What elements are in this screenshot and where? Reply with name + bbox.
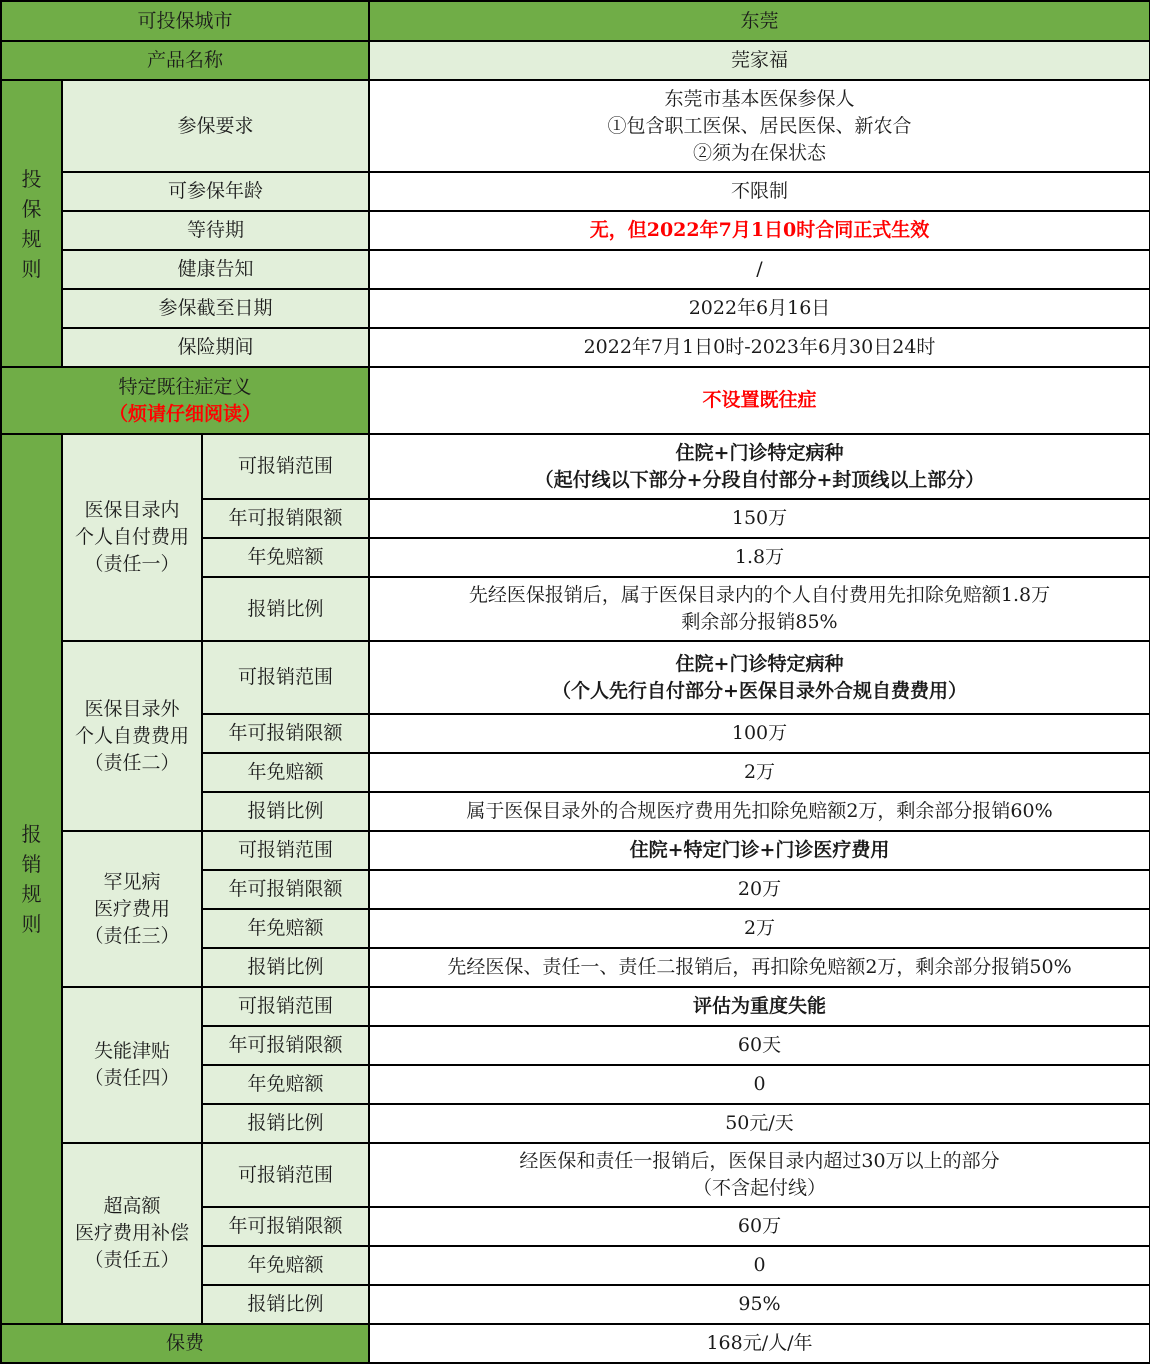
limit-label: 年可报销限额 [202,714,369,753]
preexisting-row [1,367,1150,434]
limit-value: 60万 [369,1207,1150,1246]
deductible-label: 年免赔额 [202,538,369,577]
premium-row [1,1324,1150,1363]
city-row [1,1,1150,41]
liability-3-scope-row [1,831,1150,870]
deductible-label: 年免赔额 [202,1246,369,1285]
ratio-value: 先经医保、责任一、责任二报销后，再扣除免赔额2万，剩余部分报销50% [369,948,1150,987]
limit-label: 年可报销限额 [202,1207,369,1246]
enroll-value: 2022年6月16日 [369,289,1150,328]
enroll-label: 参保截至日期 [62,289,369,328]
product-label: 产品名称 [1,41,369,80]
premium-value: 168元/人/年 [369,1324,1150,1363]
preexisting-value: 不设置既往症 [369,367,1150,434]
liability-4-scope-row [1,987,1150,1026]
enroll-row-requirement [1,80,1150,172]
limit-label: 年可报销限额 [202,870,369,909]
deductible-value: 0 [369,1065,1150,1104]
enroll-row-waiting-period [1,211,1150,250]
scope-value: 住院+门诊特定病种 （起付线以下部分+分段自付部分+封顶线以上部分） [369,434,1150,499]
enroll-value: 2022年7月1日0时-2023年6月30日24时 [369,328,1150,367]
scope-label: 可报销范围 [202,434,369,499]
city-label: 可投保城市 [1,1,369,41]
city-value: 东莞 [369,1,1150,41]
product-row [1,41,1150,80]
deductible-value: 2万 [369,753,1150,792]
enroll-label: 参保要求 [62,80,369,172]
enroll-value: / [369,250,1150,289]
liability-5-scope-row [1,1143,1150,1207]
claim-rules-group-label: 报 销 规 则 [1,434,62,1324]
enroll-label: 等待期 [62,211,369,250]
preexisting-note: （烦请仔细阅读） [108,402,261,425]
enroll-value: 不限制 [369,172,1150,211]
ratio-label: 报销比例 [202,577,369,641]
liability-name: 超高额 医疗费用补偿 （责任五） [62,1143,202,1324]
scope-value: 住院+门诊特定病种 （个人先行自付部分+医保目录外合规自费费用） [369,641,1150,714]
ratio-label: 报销比例 [202,948,369,987]
liability-1-scope-row [1,434,1150,499]
scope-label: 可报销范围 [202,987,369,1026]
enroll-value: 东莞市基本医保参保人 ①包含职工医保、居民医保、新农合 ②须为在保状态 [369,80,1150,172]
enroll-label: 健康告知 [62,250,369,289]
deductible-label: 年免赔额 [202,753,369,792]
scope-label: 可报销范围 [202,831,369,870]
deductible-value: 0 [369,1246,1150,1285]
scope-value: 经医保和责任一报销后，医保目录内超过30万以上的部分 （不含起付线） [369,1143,1150,1207]
ratio-value: 先经医保报销后，属于医保目录内的个人自付费用先扣除免赔额1.8万 剩余部分报销85% [369,577,1150,641]
limit-label: 年可报销限额 [202,499,369,538]
enrollment-rules-group-label: 投 保 规 则 [1,80,62,367]
product-value: 莞家福 [369,41,1150,80]
ratio-value: 属于医保目录外的合规医疗费用先扣除免赔额2万，剩余部分报销60% [369,792,1150,831]
premium-label: 保费 [1,1324,369,1363]
scope-label: 可报销范围 [202,1143,369,1207]
liability-2-scope-row [1,641,1150,714]
limit-value: 60天 [369,1026,1150,1065]
ratio-label: 报销比例 [202,792,369,831]
liability-name: 医保目录内 个人自付费用 （责任一） [62,434,202,641]
limit-value: 20万 [369,870,1150,909]
preexisting-label: 特定既往症定义 （烦请仔细阅读） [1,367,369,434]
ratio-value: 50元/天 [369,1104,1150,1143]
liability-name: 医保目录外 个人自费费用 （责任二） [62,641,202,831]
ratio-label: 报销比例 [202,1285,369,1324]
limit-value: 150万 [369,499,1150,538]
ratio-value: 95% [369,1285,1150,1324]
waiting-period-highlight: 无，但2022年7月1日0时合同正式生效 [369,211,1150,250]
enroll-label: 保险期间 [62,328,369,367]
liability-name: 罕见病 医疗费用 （责任三） [62,831,202,987]
scope-value: 住院+特定门诊+门诊医疗费用 [369,831,1150,870]
liability-name: 失能津贴 （责任四） [62,987,202,1143]
ratio-label: 报销比例 [202,1104,369,1143]
limit-value: 100万 [369,714,1150,753]
deductible-value: 2万 [369,909,1150,948]
deductible-label: 年免赔额 [202,1065,369,1104]
enroll-row-deadline [1,289,1150,328]
enroll-row-health-notice [1,250,1150,289]
deductible-value: 1.8万 [369,538,1150,577]
limit-label: 年可报销限额 [202,1026,369,1065]
scope-label: 可报销范围 [202,641,369,714]
enroll-row-age [1,172,1150,211]
deductible-label: 年免赔额 [202,909,369,948]
scope-value: 评估为重度失能 [369,987,1150,1026]
enroll-label: 可参保年龄 [62,172,369,211]
enroll-row-period [1,328,1150,367]
